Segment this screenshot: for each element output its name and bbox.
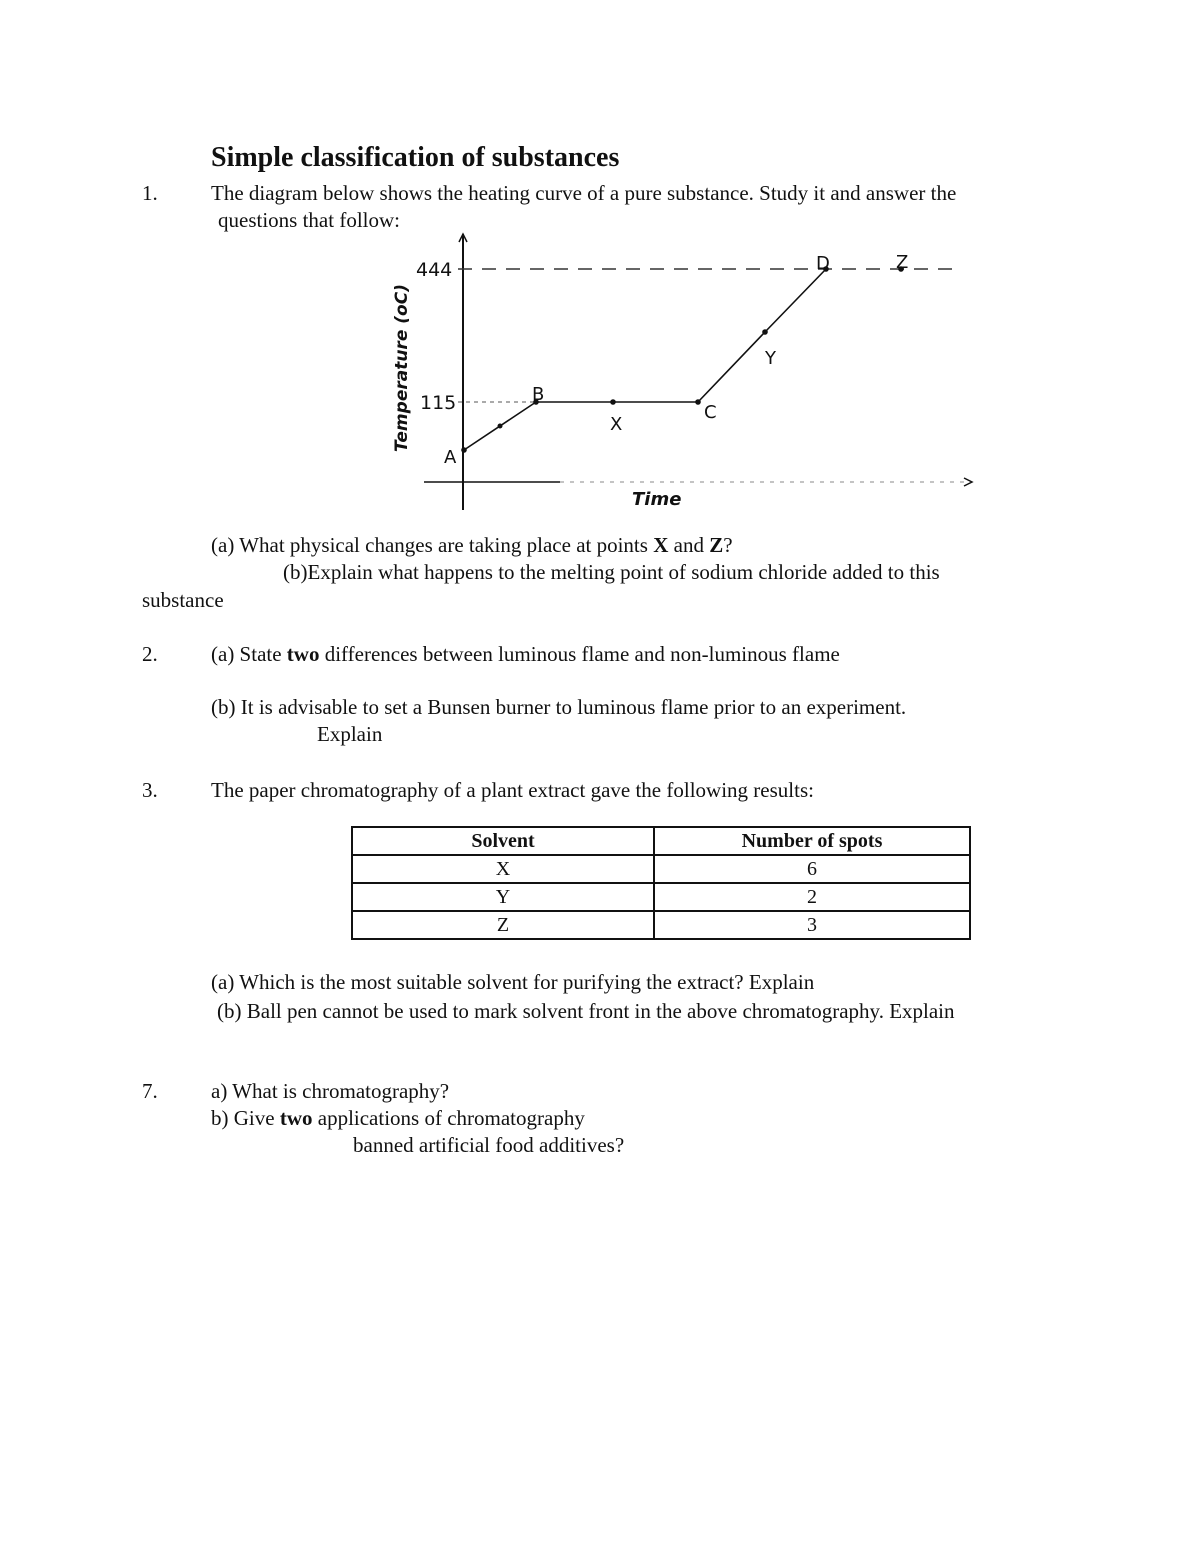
point-label-y: Y bbox=[765, 348, 776, 369]
point-label-x: X bbox=[610, 414, 623, 435]
q1b-question-line2: substance bbox=[142, 588, 224, 612]
table-cell-solvent: Y bbox=[352, 883, 654, 911]
curve-dot bbox=[498, 424, 503, 429]
point-label-d: D bbox=[816, 253, 830, 274]
x-axis-title: Time bbox=[632, 489, 682, 510]
q3a-question: (a) Which is the most suitable solvent for purifying the extract? Explain bbox=[211, 970, 815, 994]
q7b-question: b) Give two applications of chromatography bbox=[211, 1106, 585, 1130]
q3-number: 3. bbox=[142, 778, 158, 802]
q1-number: 1. bbox=[142, 181, 158, 205]
table-row bbox=[352, 883, 970, 911]
point-y-dot bbox=[762, 329, 768, 335]
q3b-question: (b) Ball pen cannot be used to mark solvent front in the above chromatography. Explain bbox=[217, 999, 955, 1023]
q2b-question-line1: (b) It is advisable to set a Bunsen burner to luminous flame prior to an experiment. bbox=[211, 695, 907, 719]
page-title: Simple classification of substances bbox=[211, 142, 620, 173]
chromatography-table bbox=[351, 826, 971, 940]
point-a-dot bbox=[461, 447, 467, 453]
table-cell-solvent: X bbox=[352, 855, 654, 883]
q3-text: The paper chromatography of a plant extract gave the following results: bbox=[211, 778, 814, 802]
q1a-question: (a) What physical changes are taking place at points X and Z? bbox=[211, 533, 733, 557]
y-tick-label: 444 bbox=[416, 259, 453, 281]
q2b-question-line2: Explain bbox=[317, 722, 383, 746]
table-cell-spots: 6 bbox=[654, 855, 970, 883]
point-label-b: B bbox=[532, 384, 545, 405]
y-tick-label: 115 bbox=[420, 392, 457, 414]
q2a-question: (a) State two differences between luminous flame and non-luminous flame bbox=[211, 642, 840, 666]
table-header-solvent: Solvent bbox=[352, 827, 654, 855]
heating-curve-chart bbox=[380, 228, 1000, 518]
q2-number: 2. bbox=[142, 642, 158, 666]
table-row bbox=[352, 911, 970, 939]
table-header-spots: Number of spots bbox=[654, 827, 970, 855]
q7-number: 7. bbox=[142, 1079, 158, 1103]
q7a-question: a) What is chromatography? bbox=[211, 1079, 450, 1103]
point-x-dot bbox=[610, 399, 616, 405]
point-label-a: A bbox=[444, 447, 457, 468]
x-axis-arrow bbox=[964, 478, 972, 486]
q7c-question: banned artificial food additives? bbox=[353, 1133, 625, 1157]
q1b-question-line1: (b)Explain what happens to the melting point of sodium chloride added to this bbox=[283, 560, 940, 584]
point-label-c: C bbox=[704, 402, 717, 423]
point-label-z: Z bbox=[896, 252, 909, 273]
table-cell-spots: 2 bbox=[654, 883, 970, 911]
table-cell-spots: 3 bbox=[654, 911, 970, 939]
table-header-row bbox=[352, 827, 970, 855]
q1-text-line1: The diagram below shows the heating curve of a pure substance. Study it and answer the bbox=[211, 181, 957, 205]
table-cell-solvent: Z bbox=[352, 911, 654, 939]
y-axis-title: Temperature (oC) bbox=[392, 284, 412, 452]
point-c-dot bbox=[695, 399, 701, 405]
q1-text-line2: questions that follow: bbox=[218, 208, 400, 232]
table-row bbox=[352, 855, 970, 883]
